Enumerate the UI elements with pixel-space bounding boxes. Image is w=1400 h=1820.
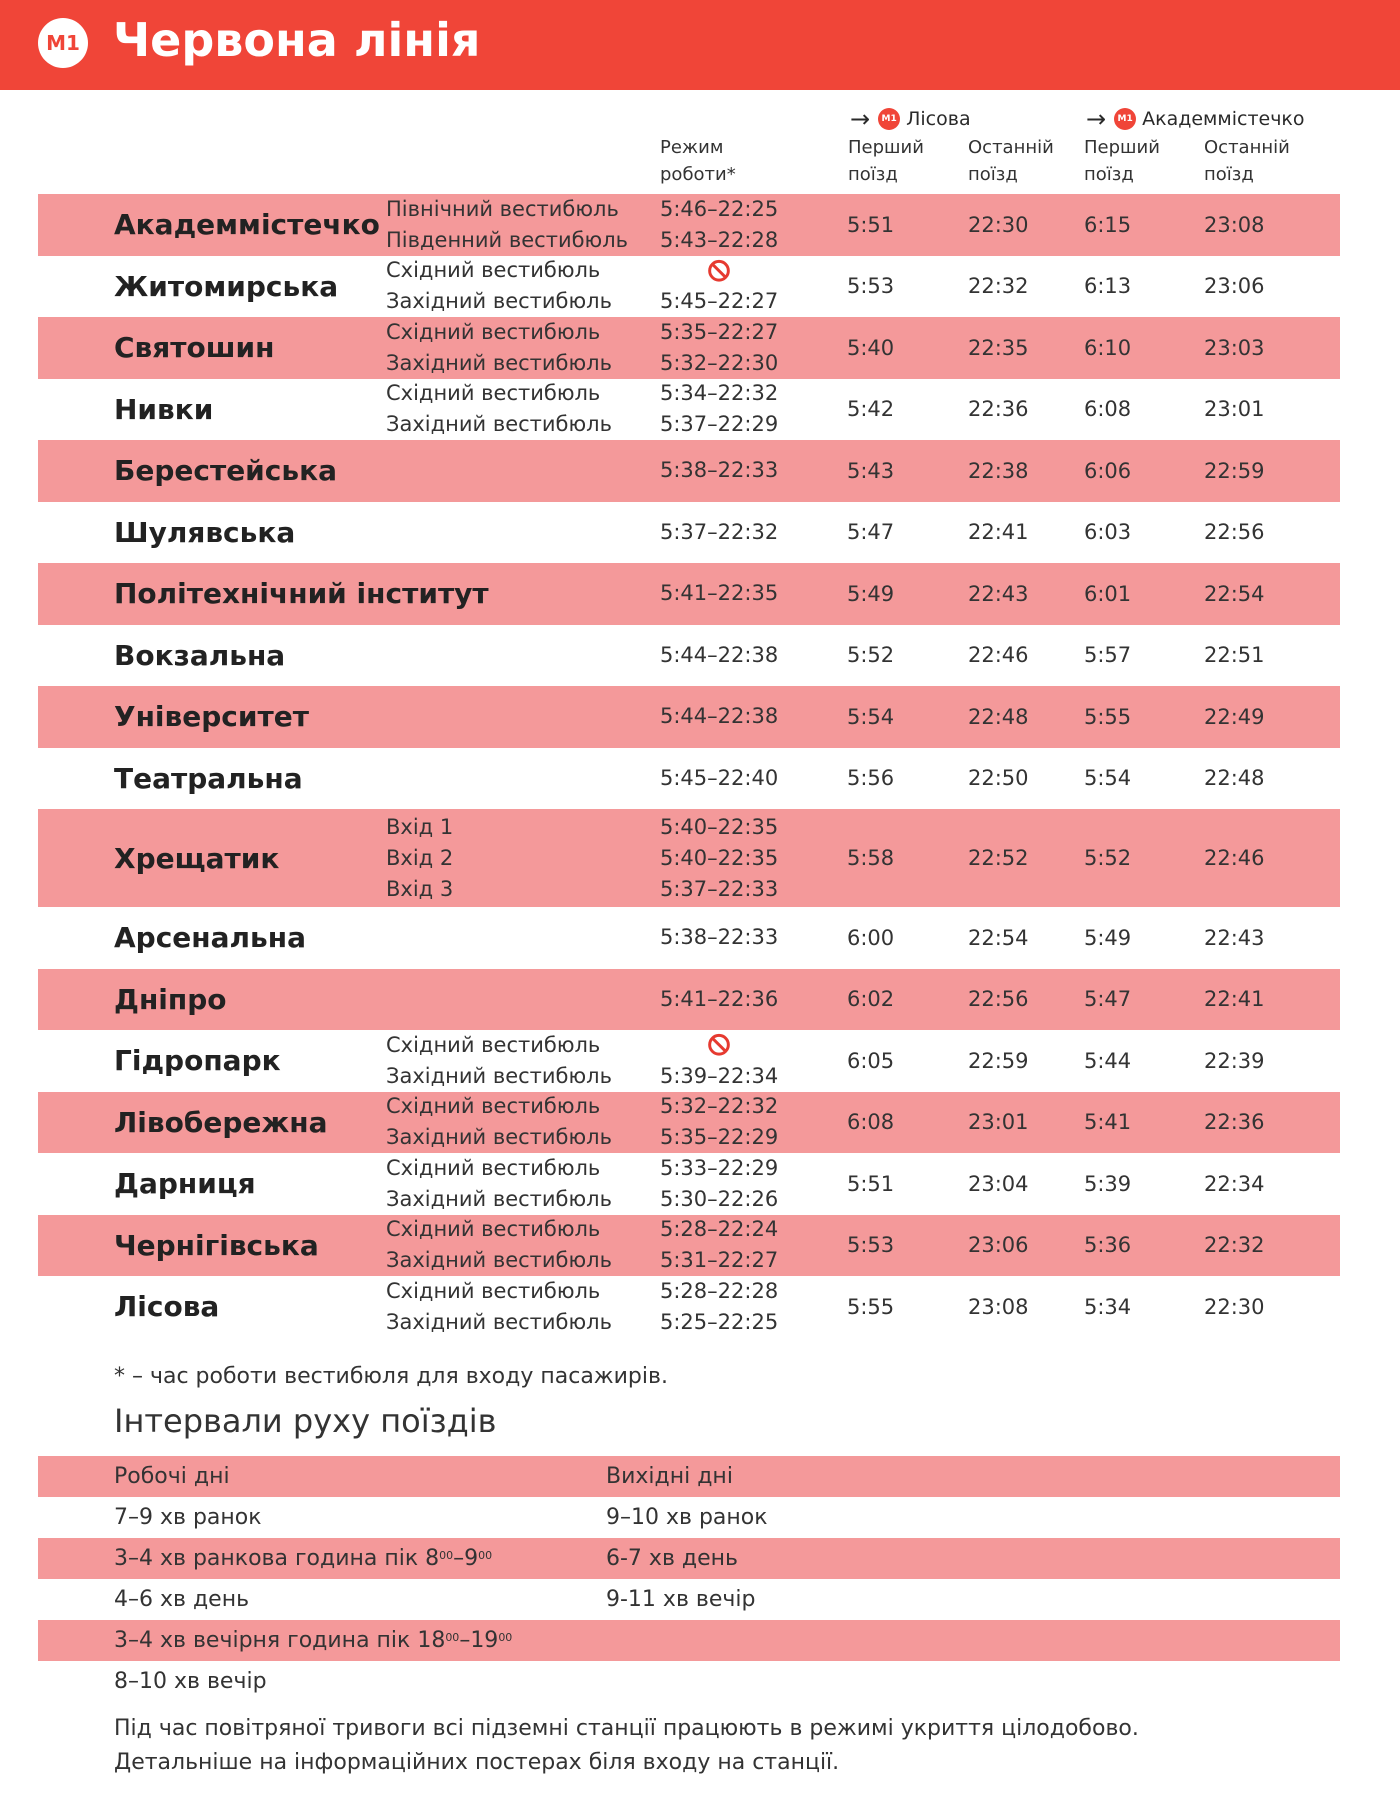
last-train-lisova: 23:01	[968, 1110, 1029, 1135]
interval-row	[38, 1661, 1340, 1702]
intervals-header-row	[38, 1456, 1340, 1497]
last-train-lisova: 22:43	[968, 581, 1029, 606]
opening-hours	[660, 686, 778, 748]
last-train-lisova: 23:06	[968, 1233, 1029, 1258]
hours-value: 5:35–22:29	[660, 1125, 779, 1150]
last-train-lisova: 22:54	[968, 925, 1029, 950]
hours-value: 5:37–22:33	[660, 876, 779, 901]
first-train-akademmistechko: 5:52	[1084, 846, 1132, 870]
station-row	[38, 1030, 1340, 1092]
station-row	[38, 1153, 1340, 1215]
entrance-name: Західний вестибюль	[386, 1063, 612, 1088]
hours-value: 5:38–22:33	[660, 458, 779, 483]
entrance-name: Південний вестибюль	[386, 227, 629, 252]
opening-hours	[660, 563, 778, 625]
opening-hours	[660, 1215, 778, 1277]
first-train-lisova: 5:52	[847, 643, 895, 668]
last-train-akademmistechko: 23:01	[1204, 397, 1265, 422]
entrance-name: Західний вестибюль	[386, 1186, 612, 1211]
station-name: Чернігівська	[114, 1228, 319, 1262]
hours-value: 5:41–22:36	[660, 986, 779, 1011]
first-train-akademmistechko: 6:13	[1084, 274, 1132, 299]
station-row	[38, 809, 1340, 907]
first-train-akademmistechko: 6:08	[1084, 397, 1132, 422]
last-train-lisova: 22:59	[968, 1048, 1029, 1073]
first-train-akademmistechko: 6:06	[1084, 458, 1132, 483]
first-train-akademmistechko: 5:34	[1084, 1294, 1132, 1319]
last-train-lisova: 22:30	[968, 212, 1029, 237]
entrance-list	[386, 379, 612, 441]
hours-value: 5:44–22:38	[660, 704, 779, 729]
weekday-interval: 8–10 хв вечір	[114, 1669, 267, 1694]
entrance-list	[386, 1030, 612, 1092]
hours-value: 5:34–22:32	[660, 381, 779, 406]
first-train-akademmistechko: 5:41	[1084, 1110, 1132, 1135]
opening-hours	[660, 625, 778, 687]
entrance-name: Східний вестибюль	[386, 1217, 601, 1242]
entrance-closed-icon	[706, 1030, 732, 1061]
station-row	[38, 379, 1340, 441]
last-train-akademmistechko: 22:39	[1204, 1048, 1265, 1073]
first-train-lisova: 5:42	[847, 397, 895, 422]
entrance-list	[386, 1153, 612, 1215]
station-row	[38, 1215, 1340, 1277]
line-header	[0, 0, 1400, 90]
first-train-lisova: 5:55	[847, 1294, 895, 1319]
station-name: Житомирська	[114, 269, 339, 303]
first-train-akademmistechko: 5:39	[1084, 1171, 1132, 1196]
station-name: Хрещатик	[114, 841, 280, 875]
station-row	[38, 748, 1340, 810]
entrance-name: Вхід 3	[386, 876, 454, 901]
first-train-header: Перший поїзд	[1084, 137, 1160, 185]
station-row	[38, 194, 1340, 256]
first-train-akademmistechko: 5:54	[1084, 766, 1132, 791]
hours-value: 5:28–22:28	[660, 1278, 779, 1303]
weekday-interval: 3–4 хв вечірня година пік 18 $^{00}$ –19 $^{00}$	[114, 1628, 513, 1653]
entrance-name: Західний вестибюль	[386, 1125, 612, 1150]
opening-hours	[660, 194, 778, 256]
entrance-name: Східний вестибюль	[386, 258, 601, 283]
first-train-akademmistechko: 5:55	[1084, 704, 1132, 729]
station-name: Театральна	[114, 761, 303, 795]
entrance-name: Західний вестибюль	[386, 289, 612, 314]
last-train-akademmistechko: 22:54	[1204, 581, 1265, 606]
station-name: Академмістечко	[114, 208, 380, 242]
last-train-akademmistechko: 22:59	[1204, 458, 1265, 483]
hours-value: 5:28–22:24	[660, 1217, 779, 1242]
weekday-interval: 7–9 хв ранок	[114, 1505, 262, 1530]
entrance-name: Східний вестибюль	[386, 381, 601, 406]
weekend-interval: 6-7 хв день	[606, 1546, 738, 1571]
hours-value: 5:44–22:38	[660, 642, 779, 667]
opening-hours	[660, 907, 778, 969]
opening-hours	[660, 1276, 778, 1338]
metro-line-icon: M1	[1114, 108, 1136, 130]
first-train-akademmistechko: 5:36	[1084, 1233, 1132, 1258]
entrance-name: Східний вестибюль	[386, 1278, 601, 1303]
first-train-akademmistechko: 6:10	[1084, 335, 1132, 360]
entrance-list	[386, 194, 628, 256]
first-train-lisova: 5:43	[847, 458, 895, 483]
hours-value: 5:33–22:29	[660, 1155, 779, 1180]
entrance-closed-icon	[706, 256, 732, 287]
opening-hours	[660, 502, 778, 564]
entrance-name: Західний вестибюль	[386, 1309, 612, 1334]
last-train-lisova: 22:52	[968, 846, 1029, 870]
interval-row	[38, 1579, 1340, 1620]
last-train-lisova: 22:46	[968, 643, 1029, 668]
last-train-lisova: 22:32	[968, 274, 1029, 299]
footnote: * – час роботи вестибюля для входу пасажирів.	[114, 1364, 668, 1389]
station-name: Шулявська	[114, 515, 296, 549]
last-train-header: Останній поїзд	[1204, 137, 1290, 185]
last-train-akademmistechko: 22:46	[1204, 846, 1265, 870]
first-train-akademmistechko: 6:15	[1084, 212, 1132, 237]
station-name: Гідропарк	[114, 1044, 281, 1078]
first-train-header: Перший поїзд	[848, 137, 924, 185]
first-train-akademmistechko: 5:49	[1084, 925, 1132, 950]
hours-value: 5:32–22:30	[660, 350, 779, 375]
first-train-lisova: 5:51	[847, 1171, 895, 1196]
entrance-list	[386, 1276, 612, 1338]
station-row	[38, 625, 1340, 687]
intervals-title: Інтервали руху поїздів	[114, 1402, 497, 1440]
opening-hours	[660, 748, 778, 810]
hours-value: 5:46–22:25	[660, 196, 779, 221]
last-train-akademmistechko: 22:41	[1204, 987, 1265, 1012]
first-train-akademmistechko: 5:57	[1084, 643, 1132, 668]
opening-hours	[660, 969, 778, 1031]
first-train-akademmistechko: 6:03	[1084, 520, 1132, 545]
opening-hours	[660, 379, 778, 441]
station-name: Вокзальна	[114, 638, 286, 672]
station-name: Арсенальна	[114, 921, 306, 955]
first-train-lisova: 5:54	[847, 704, 895, 729]
first-train-akademmistechko: 6:01	[1084, 581, 1132, 606]
station-row	[38, 1276, 1340, 1338]
hours-value: 5:43–22:28	[660, 227, 779, 252]
interval-row	[38, 1538, 1340, 1579]
notice-line: Детальніше на інформаційних постерах біля входу на станції.	[114, 1750, 840, 1775]
hours-value: 5:35–22:27	[660, 319, 779, 344]
station-row	[38, 440, 1340, 502]
last-train-lisova: 22:36	[968, 397, 1029, 422]
entrance-name: Східний вестибюль	[386, 1094, 601, 1119]
entrance-name: Східний вестибюль	[386, 1155, 601, 1180]
last-train-akademmistechko: 22:56	[1204, 520, 1265, 545]
weekday-interval: 4–6 хв день	[114, 1587, 250, 1612]
station-row	[38, 907, 1340, 969]
entrance-name: Західний вестибюль	[386, 1248, 612, 1273]
last-train-lisova: 22:48	[968, 704, 1029, 729]
entrance-list	[386, 809, 453, 907]
station-name: Святошин	[114, 331, 275, 365]
weekday-interval: 3–4 хв ранкова година пік 8 $^{00}$ –9 $^{00}$	[114, 1546, 493, 1571]
opening-hours	[660, 440, 778, 502]
last-train-akademmistechko: 22:30	[1204, 1294, 1265, 1319]
entrance-list	[386, 317, 612, 379]
hours-value: 5:40–22:35	[660, 814, 779, 839]
hours-value: 5:30–22:26	[660, 1186, 779, 1211]
hours-value: 5:37–22:29	[660, 412, 779, 437]
last-train-akademmistechko: 22:48	[1204, 766, 1265, 791]
interval-row	[38, 1620, 1340, 1661]
first-train-lisova: 6:00	[847, 925, 895, 950]
opening-hours	[660, 256, 778, 318]
last-train-lisova: 22:56	[968, 987, 1029, 1012]
entrance-list	[386, 1092, 612, 1154]
entrance-name: Східний вестибюль	[386, 319, 601, 344]
schedule-table	[38, 194, 1340, 1338]
hours-value: 5:37–22:32	[660, 519, 779, 544]
opening-hours	[660, 809, 778, 907]
last-train-akademmistechko: 23:06	[1204, 274, 1265, 299]
last-train-lisova: 22:50	[968, 766, 1029, 791]
first-train-lisova: 5:56	[847, 766, 895, 791]
entrance-name: Західний вестибюль	[386, 412, 612, 437]
station-name: Лівобережна	[114, 1105, 328, 1139]
entrance-name: Вхід 2	[386, 845, 454, 870]
station-row	[38, 256, 1340, 318]
last-train-akademmistechko: 23:03	[1204, 335, 1265, 360]
station-name: Дніпро	[114, 982, 227, 1016]
weekdays-header: Робочі дні	[114, 1464, 230, 1489]
station-name: Університет	[114, 700, 309, 734]
last-train-akademmistechko: 22:36	[1204, 1110, 1265, 1135]
last-train-akademmistechko: 23:08	[1204, 212, 1265, 237]
hours-value: 5:31–22:27	[660, 1248, 779, 1273]
entrance-list	[386, 1215, 612, 1277]
direction-name: Академмістечко	[1142, 108, 1305, 130]
last-train-akademmistechko: 22:34	[1204, 1171, 1265, 1196]
station-name: Нивки	[114, 392, 214, 426]
direction-lisova	[850, 104, 971, 134]
interval-row	[38, 1497, 1340, 1538]
station-row	[38, 969, 1340, 1031]
station-row	[38, 317, 1340, 379]
first-train-lisova: 5:51	[847, 212, 895, 237]
hours-value: 5:38–22:33	[660, 925, 779, 950]
hours-value: 5:41–22:35	[660, 581, 779, 606]
opening-hours	[660, 1092, 778, 1154]
last-train-lisova: 22:35	[968, 335, 1029, 360]
last-train-lisova: 22:38	[968, 458, 1029, 483]
entrance-name: Західний вестибюль	[386, 350, 612, 375]
direction-akademmistechko	[1086, 104, 1305, 134]
station-name: Берестейська	[114, 454, 338, 488]
first-train-lisova: 6:05	[847, 1048, 895, 1073]
arrow-right-icon: →	[1086, 105, 1107, 133]
hours-value: 5:40–22:35	[660, 845, 779, 870]
first-train-lisova: 6:08	[847, 1110, 895, 1135]
first-train-lisova: 5:58	[847, 846, 895, 870]
opening-hours	[660, 1030, 778, 1092]
last-train-header: Останній поїзд	[968, 137, 1054, 185]
station-name: Дарниця	[114, 1167, 256, 1201]
opening-hours	[660, 317, 778, 379]
last-train-akademmistechko: 22:32	[1204, 1233, 1265, 1258]
last-train-akademmistechko: 22:51	[1204, 643, 1265, 668]
last-train-lisova: 23:08	[968, 1294, 1029, 1319]
weekend-interval: 9-11 хв вечір	[606, 1587, 756, 1612]
first-train-lisova: 5:40	[847, 335, 895, 360]
direction-name: Лісова	[906, 108, 971, 130]
metro-line-icon: M1	[878, 108, 900, 130]
hours-value: 5:32–22:32	[660, 1094, 779, 1119]
first-train-akademmistechko: 5:47	[1084, 987, 1132, 1012]
entrance-list	[386, 256, 612, 318]
intervals-table	[38, 1456, 1340, 1702]
line-badge: M1	[38, 18, 88, 68]
station-row	[38, 1092, 1340, 1154]
page-title: Червона лінія	[113, 13, 481, 67]
first-train-lisova: 5:53	[847, 1233, 895, 1258]
notice-line: Під час повітряної тривоги всі підземні станції працюють в режимі укриття цілодобово.	[114, 1716, 1139, 1741]
entrance-name: Північний вестибюль	[386, 196, 619, 221]
arrow-right-icon: →	[850, 105, 871, 133]
opening-hours	[660, 1153, 778, 1215]
weekends-header: Вихідні дні	[606, 1464, 733, 1489]
entrance-name: Східний вестибюль	[386, 1032, 601, 1057]
hours-column-header: Режим роботи*	[660, 137, 736, 185]
first-train-lisova: 6:02	[847, 987, 895, 1012]
station-name: Лісова	[114, 1290, 220, 1324]
first-train-lisova: 5:53	[847, 274, 895, 299]
weekend-interval: 9–10 хв ранок	[606, 1505, 768, 1530]
hours-value: 5:25–22:25	[660, 1309, 779, 1334]
hours-value: 5:45–22:27	[660, 289, 779, 313]
last-train-lisova: 23:04	[968, 1171, 1029, 1196]
entrance-name: Вхід 1	[386, 814, 454, 839]
station-row	[38, 686, 1340, 748]
last-train-akademmistechko: 22:43	[1204, 925, 1265, 950]
air-raid-notice	[114, 1712, 1139, 1780]
first-train-akademmistechko: 5:44	[1084, 1048, 1132, 1073]
last-train-akademmistechko: 22:49	[1204, 704, 1265, 729]
first-train-lisova: 5:49	[847, 581, 895, 606]
hours-value: 5:45–22:40	[660, 765, 779, 790]
last-train-lisova: 22:41	[968, 520, 1029, 545]
hours-value: 5:39–22:34	[660, 1063, 779, 1088]
station-row	[38, 502, 1340, 564]
first-train-lisova: 5:47	[847, 520, 895, 545]
station-row	[38, 563, 1340, 625]
station-name: Політехнічний інститут	[114, 577, 489, 611]
